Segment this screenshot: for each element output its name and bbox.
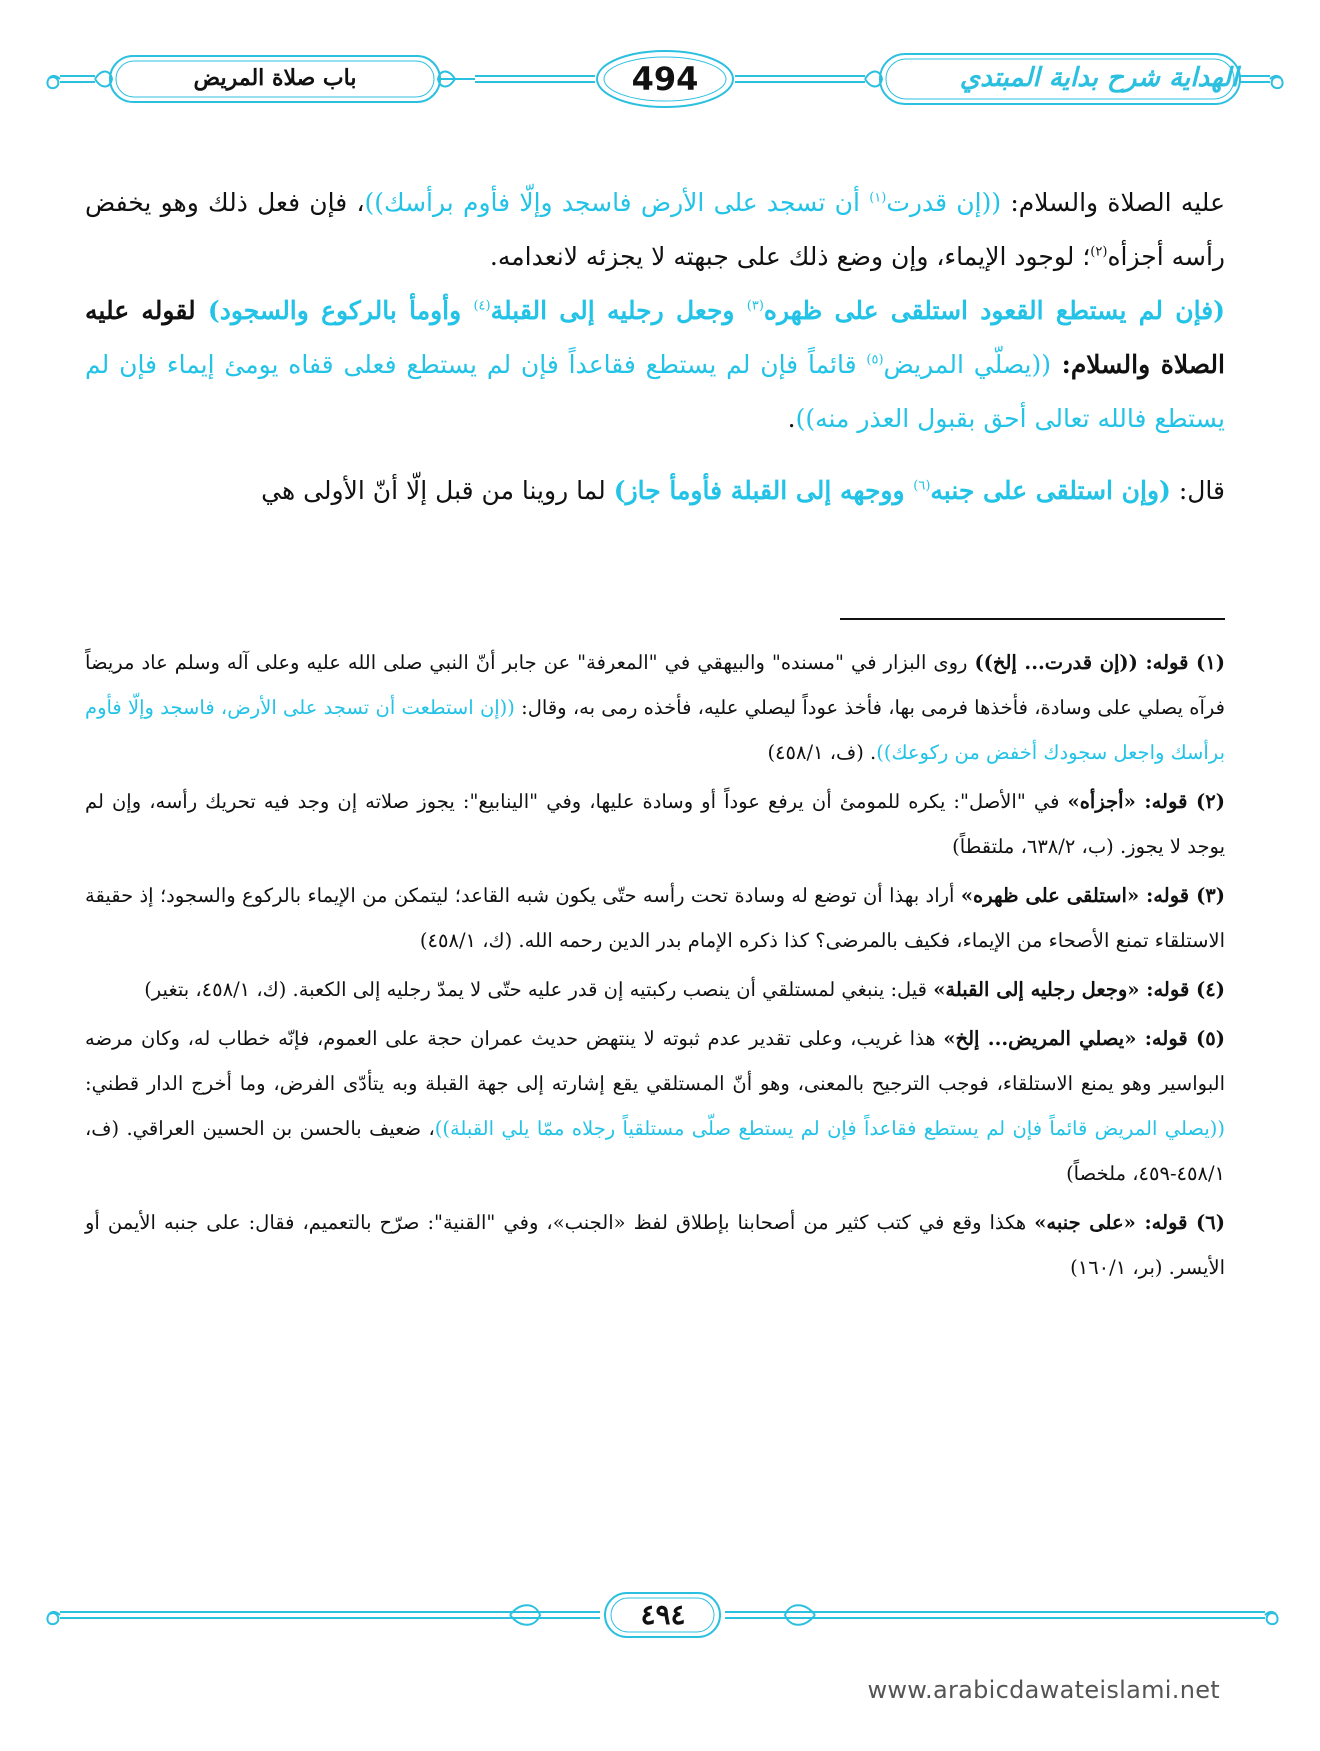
main-paragraph-1: [85, 176, 1225, 284]
footnote-label: قوله: «أجزأه»: [1067, 790, 1188, 813]
footnote-number: (٥): [1187, 1027, 1225, 1050]
main-paragraph-2: [85, 284, 1225, 446]
footnote-marker[interactable]: (٥): [866, 352, 884, 368]
footnote-label: قوله: ((إن قدرت... إلخ)): [974, 651, 1189, 674]
main-text: [85, 176, 1225, 518]
footnote-text: أراد بهذا أن توضع له وسادة تحت رأسه حتّى يكون شبه القاعد؛ ليتمكن من الإيماء بالركوع والسجود؛ إذ حقيقة الاستلقاء تمنع الأصحاء من الإيماء، فكيف بالمرضى؟ كذا ذكره الإمام بدر الدين رحمه الله. (ك، ٤٥٨/١): [85, 884, 1225, 952]
footnote-number: (٦): [1187, 1211, 1225, 1234]
hadith-quote: ((يصلّي المريض: [883, 350, 1052, 379]
footer-page-number: ٤٩٤: [640, 1598, 686, 1631]
footnote-text: قيل: ينبغي لمستلقي أن ينصب ركبتيه إن قدر عليه حتّى لا يمدّ رجليه إلى الكعبة. (ك، ٤٥٨/١، بتغير): [144, 978, 934, 1001]
footnote-marker[interactable]: (٤): [473, 298, 491, 314]
text-run: لقوله عليه الصلاة والسلام:: [85, 296, 1225, 379]
footnote-6: [85, 1200, 1225, 1290]
footnote-text: في "الأصل": يكره للمومئ أن يرفع عوداً أو وسادة عليها، وفي "الينابيع": يجوز صلاته إن وجد فيه تحريك رأسه، وإن لم يوجد لا يجوز. (ب، ٦٣٨/٢، ملتقطاً): [85, 790, 1225, 858]
footnote-label: قوله: «على جنبه»: [1034, 1211, 1188, 1234]
main-paragraph-3: [85, 464, 1225, 518]
hadith-quote: ((يصلي المريض قائماً فإن لم يستطع فقاعداً فإن لم يستطع صلّى مستلقياً رجلاه ممّا يلي القبلة)): [434, 1117, 1225, 1140]
chapter-title: باب صلاة المريض: [193, 65, 357, 91]
text-run: ، فإن فعل ذلك وهو يخفض رأسه أجزأه: [85, 188, 1225, 271]
text-run: ؛ لوجود الإيماء، وإن وضع ذلك على جبهته لا يجزئه لانعدامه.: [489, 242, 1091, 271]
matn-text: وأومأ بالركوع والسجود): [207, 296, 474, 325]
footnote-marker[interactable]: (٦): [913, 478, 931, 494]
footnote-text: ، ضعيف بالحسن بن الحسين العراقي. (ف، ٤٥٨/١-٤٥٩، ملخصاً): [85, 1117, 1225, 1185]
hadith-quote: أن تسجد على الأرض فاسجد وإلّا فأوم برأسك)): [364, 188, 870, 217]
footnote-text: هذا غريب، وعلى تقدير عدم ثبوته لا ينتهض حديث عمران حجة على العموم، فإنّه خطاب له، وكان مرضه البواسير وهو يمنع الاستلقاء، فوجب الترجيح بالمعنى، وهو أنّ المستلقي يقع إشارته إلى جهة القبلة وبه يتأدّى الفرض، وما أخرج الدار قطني:: [85, 1027, 1225, 1095]
matn-text: وجعل رجليه إلى القبلة: [490, 296, 747, 325]
footnote-label: قوله: «يصلي المريض... إلخ»: [943, 1027, 1188, 1050]
footnote-label: قوله: «وجعل رجليه إلى القبلة»: [933, 978, 1190, 1001]
footnote-marker[interactable]: (٣): [746, 298, 764, 314]
text-run: عليه الصلاة والسلام:: [1001, 188, 1225, 217]
book-title: الهداية شرح بداية المبتدي: [959, 63, 1239, 93]
footnote-separator: [840, 618, 1225, 620]
footnotes: [85, 640, 1225, 1294]
text-run: .: [787, 404, 796, 433]
footnote-2: [85, 779, 1225, 869]
website-url[interactable]: www.arabicdawateislami.net: [867, 1676, 1220, 1704]
footnote-4: [85, 967, 1225, 1012]
page-header: [40, 48, 1285, 110]
hadith-quote: ((إن قدرت: [886, 188, 1002, 217]
footnote-number: (٣): [1189, 884, 1226, 907]
page-footer: [40, 1590, 1285, 1640]
footnote-number: (١): [1188, 651, 1225, 674]
matn-text: ووجهه إلى القبلة فأومأ جاز): [613, 476, 914, 505]
footnote-marker[interactable]: (٢): [1090, 244, 1108, 260]
matn-text: (وإن استلقى على جنبه: [930, 476, 1171, 505]
hadith-quote: ((إن استطعت أن تسجد على الأرض، فاسجد وإلّا فأوم برأسك واجعل سجودك أخفض من ركوعك)): [85, 696, 1225, 764]
footnote-3: [85, 873, 1225, 963]
footnote-text: . (ف، ٤٥٨/١): [767, 741, 877, 764]
header-page-number: 494: [631, 60, 699, 98]
footnote-number: (٢): [1187, 790, 1226, 813]
footnote-marker[interactable]: (١): [869, 190, 887, 206]
matn-text: (فإن لم يستطع القعود استلقى على ظهره: [763, 296, 1225, 325]
text-run: لما روينا من قبل إلّا أنّ الأولى هي: [261, 476, 614, 505]
footnote-text: هكذا وقع في كتب كثير من أصحابنا بإطلاق لفظ «الجنب»، وفي "القنية": صرّح بالتعميم، فقال: على جنبه الأيمن أو الأيسر. (بر، ١٦٠/١): [85, 1211, 1225, 1279]
text-run: قال:: [1170, 476, 1225, 505]
footnote-text: روى البزار في "مسنده" والبيهقي في "المعرفة" عن جابر أنّ النبي صلى الله عليه وعلى آله وسلم عاد مريضاً فرآه يصلي على وسادة، فأخذها فرمى بها، فأخذ عوداً ليصلي عليه، فأخذه رمى به، وقال:: [85, 651, 1225, 719]
footnote-5: [85, 1016, 1225, 1196]
footnote-label: قوله: «استلقى على ظهره»: [960, 884, 1190, 907]
footnote-1: [85, 640, 1225, 775]
hadith-quote: قائماً فإن لم يستطع فقاعداً فإن لم يستطع فعلى قفاه يومئ إيماء فإن لم يستطع فالله تعالى أحق بقبول العذر منه)): [85, 350, 1225, 433]
footnote-number: (٤): [1189, 978, 1225, 1001]
